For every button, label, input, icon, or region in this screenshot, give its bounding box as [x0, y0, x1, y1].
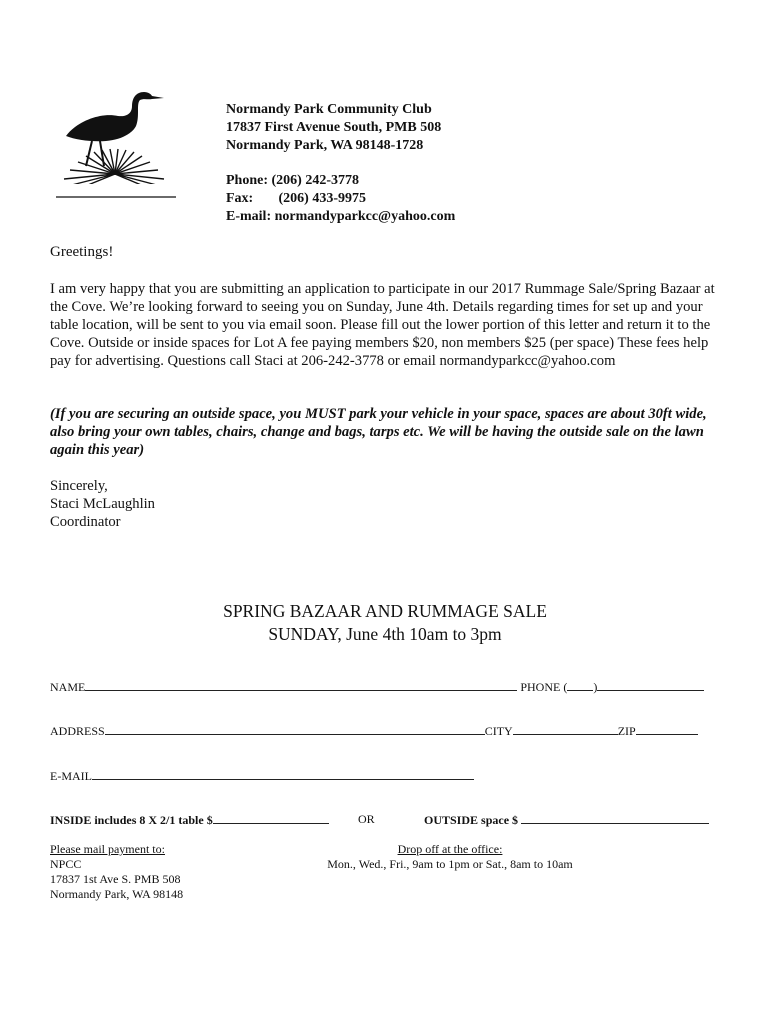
- phone-paren-close: ): [593, 680, 598, 694]
- inside-amount-field[interactable]: [213, 812, 329, 824]
- inside-label: INSIDE includes 8 X 2/1 table $: [50, 813, 213, 827]
- address-row: [50, 723, 698, 739]
- email-field[interactable]: [92, 768, 474, 780]
- zip-field[interactable]: [636, 723, 698, 735]
- phone-value: (206) 242-3778: [271, 173, 359, 188]
- email-value: normandyparkcc@yahoo.com: [274, 209, 456, 224]
- phone-label: Phone:: [226, 173, 268, 188]
- mail-line-1: NPCC: [50, 857, 82, 871]
- name-row: [50, 679, 704, 695]
- city-field[interactable]: [513, 723, 618, 735]
- address-field[interactable]: [105, 723, 485, 735]
- heron-logo-icon: [52, 86, 178, 204]
- outside-amount-field[interactable]: [521, 812, 709, 824]
- signature-block: [50, 477, 155, 531]
- email-field-label: E-MAIL: [50, 769, 92, 783]
- fax-label: Fax:: [226, 191, 254, 206]
- form-title-line-2: SUNDAY, June 4th 10am to 3pm: [268, 624, 502, 644]
- letter-body: I am very happy that you are submitting an application to participate in our 2017 Rummage Sale/Spring Bazaar at the Cove. We’re looking forward to seeing you on Sunday, June 4th. Details regarding times for set up and your table location, will be sent to you via email soon. Please fill out the lower portion of this letter and return it to the Cove. Outside or inside spaces for Lot A fee paying members $20, non members $25 (per space) These fees help pay for advertising. Questions call Staci at 206-242-3778 or email normandyparkcc@yahoo.com: [50, 281, 715, 369]
- fax-value: (206) 433-9975: [278, 191, 366, 206]
- phone-area-code-field[interactable]: [567, 679, 593, 691]
- dropoff-heading: Drop off at the office:: [397, 842, 503, 856]
- outside-option: [424, 812, 709, 828]
- form-title-line-1: SPRING BAZAAR AND RUMMAGE SALE: [223, 601, 547, 621]
- or-label: OR: [358, 812, 375, 826]
- name-field[interactable]: [85, 679, 517, 691]
- email-label: E-mail:: [226, 209, 272, 224]
- mail-heading: Please mail payment to:: [50, 842, 165, 856]
- address-label: ADDRESS: [50, 724, 105, 738]
- mail-payment-block: [50, 842, 183, 902]
- email-row: [50, 768, 474, 784]
- signer-title: Coordinator: [50, 514, 121, 530]
- phone-number-field[interactable]: [597, 679, 704, 691]
- dropoff-block: [300, 842, 600, 872]
- address-line-2: Normandy Park, WA 98148-1728: [226, 138, 424, 153]
- address-line-1: 17837 First Avenue South, PMB 508: [226, 120, 442, 135]
- city-label: CITY: [484, 724, 513, 738]
- phone-label: PHONE (: [520, 680, 568, 694]
- greeting: Greetings!: [50, 244, 114, 260]
- zip-label: ZIP: [617, 724, 636, 738]
- form-title: [0, 600, 770, 646]
- mail-line-3: Normandy Park, WA 98148: [50, 887, 184, 901]
- organization-block: [226, 101, 441, 155]
- organization-name: Normandy Park Community Club: [226, 102, 432, 117]
- signer-name: Staci McLaughlin: [50, 496, 155, 512]
- mail-line-2: 17837 1st Ave S. PMB 508: [50, 872, 181, 886]
- outside-label: OUTSIDE space $: [424, 813, 519, 827]
- dropoff-hours: Mon., Wed., Fri., 9am to 1pm or Sat., 8am to 10am: [327, 857, 573, 871]
- outside-space-note: (If you are securing an outside space, you MUST park your vehicle in your space, spaces are about 30ft wide, also bring your own tables, chairs, change and bags, tarps etc. We will be having the outside sale on the lawn again this year): [50, 406, 707, 458]
- inside-option: [50, 812, 329, 828]
- contact-block: [226, 172, 455, 226]
- closing: Sincerely,: [50, 478, 108, 494]
- name-label: NAME: [50, 680, 86, 694]
